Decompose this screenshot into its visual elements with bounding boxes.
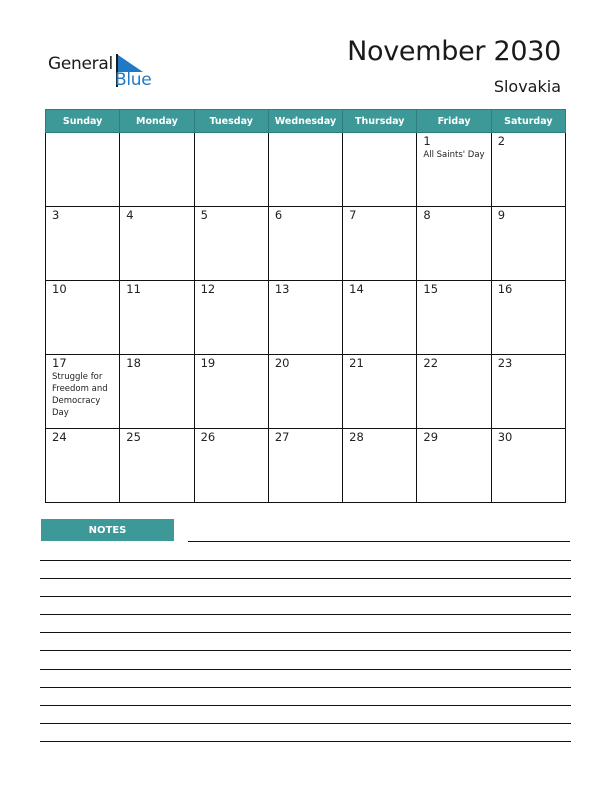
notes-line — [40, 669, 571, 670]
day-number: 16 — [497, 282, 513, 296]
day-number: 20 — [274, 356, 290, 370]
day-number: 2 — [497, 134, 506, 148]
day-number: 25 — [126, 430, 141, 444]
day-cell — [491, 133, 565, 207]
week-row — [46, 207, 566, 281]
day-number: 17 — [52, 356, 67, 370]
day-cell — [120, 281, 194, 355]
page-title: November 2030 — [347, 36, 561, 67]
day-number: 11 — [126, 282, 141, 296]
notes-line — [40, 650, 571, 651]
day-cell — [268, 429, 342, 503]
day-cell — [491, 207, 565, 281]
day-cell — [417, 207, 491, 281]
notes-line — [40, 596, 571, 597]
week-row — [46, 281, 566, 355]
weekday-thursday: Thursday — [343, 110, 417, 133]
day-cell — [417, 355, 491, 429]
day-cell — [343, 133, 417, 207]
week-row — [46, 429, 566, 503]
day-number: 21 — [349, 356, 364, 370]
notes-line — [40, 705, 571, 706]
day-cell — [194, 281, 268, 355]
day-cell — [417, 133, 491, 207]
notes-line — [40, 560, 571, 561]
notes-line — [40, 723, 571, 724]
day-cell — [343, 355, 417, 429]
day-cell — [491, 281, 565, 355]
weekday-saturday: Saturday — [491, 110, 565, 133]
notes-line — [40, 632, 571, 633]
generalblue-logo — [48, 52, 152, 92]
day-cell — [491, 429, 565, 503]
day-cell — [120, 133, 194, 207]
weekday-sunday: Sunday — [46, 110, 120, 133]
day-cell — [268, 207, 342, 281]
notes-line — [40, 578, 571, 579]
day-number: 3 — [52, 208, 60, 222]
day-number: 9 — [497, 208, 506, 222]
weekday-tuesday: Tuesday — [194, 110, 268, 133]
day-number: 26 — [200, 430, 216, 444]
week-row — [46, 355, 566, 429]
day-cell — [46, 355, 120, 429]
day-number: 28 — [349, 430, 364, 444]
day-cell — [417, 429, 491, 503]
day-cell — [46, 133, 120, 207]
day-number: 4 — [126, 208, 134, 222]
day-number: 13 — [274, 282, 290, 296]
day-cell — [268, 355, 342, 429]
country-label: Slovakia — [493, 77, 561, 96]
day-number: 24 — [52, 430, 67, 444]
day-number: 1 — [423, 134, 431, 148]
day-number: 29 — [423, 430, 439, 444]
day-cell — [343, 429, 417, 503]
day-number: 18 — [126, 356, 141, 370]
week-row — [46, 133, 566, 207]
day-cell — [491, 355, 565, 429]
day-number: 10 — [52, 282, 67, 296]
day-cell — [46, 207, 120, 281]
day-cell — [268, 133, 342, 207]
notes-label: NOTES — [41, 519, 174, 541]
day-cell — [46, 429, 120, 503]
day-number: 6 — [274, 208, 283, 222]
day-cell — [343, 207, 417, 281]
day-number: 7 — [349, 208, 357, 222]
day-cell — [343, 281, 417, 355]
weekday-friday: Friday — [417, 110, 491, 133]
day-number: 5 — [200, 208, 208, 222]
notes-line — [40, 614, 571, 615]
day-number: 19 — [200, 356, 216, 370]
weekday-monday: Monday — [120, 110, 194, 133]
notes-line — [188, 541, 570, 542]
weekday-wednesday: Wednesday — [268, 110, 342, 133]
day-cell — [46, 281, 120, 355]
logo-word-blue: Blue — [115, 70, 152, 90]
day-cell — [120, 429, 194, 503]
day-cell — [268, 281, 342, 355]
day-cell — [194, 133, 268, 207]
day-cell — [194, 429, 268, 503]
day-number: 23 — [497, 356, 513, 370]
day-number: 14 — [349, 282, 364, 296]
notes-line — [40, 741, 571, 742]
calendar-grid — [45, 109, 566, 503]
weekday-header-row — [46, 110, 566, 133]
day-cell — [120, 355, 194, 429]
logo-word-general: General — [48, 54, 113, 74]
day-cell — [194, 355, 268, 429]
notes-line — [40, 687, 571, 688]
day-number: 12 — [200, 282, 216, 296]
day-number: 30 — [497, 430, 513, 444]
day-number: 15 — [423, 282, 439, 296]
day-cell — [417, 281, 491, 355]
day-number: 27 — [274, 430, 290, 444]
day-number: 22 — [423, 356, 439, 370]
day-cell — [120, 207, 194, 281]
holiday-label: Struggle for Freedom and Democracy Day — [52, 372, 108, 418]
day-cell — [194, 207, 268, 281]
holiday-label: All Saints' Day — [423, 150, 485, 160]
day-number: 8 — [423, 208, 431, 222]
